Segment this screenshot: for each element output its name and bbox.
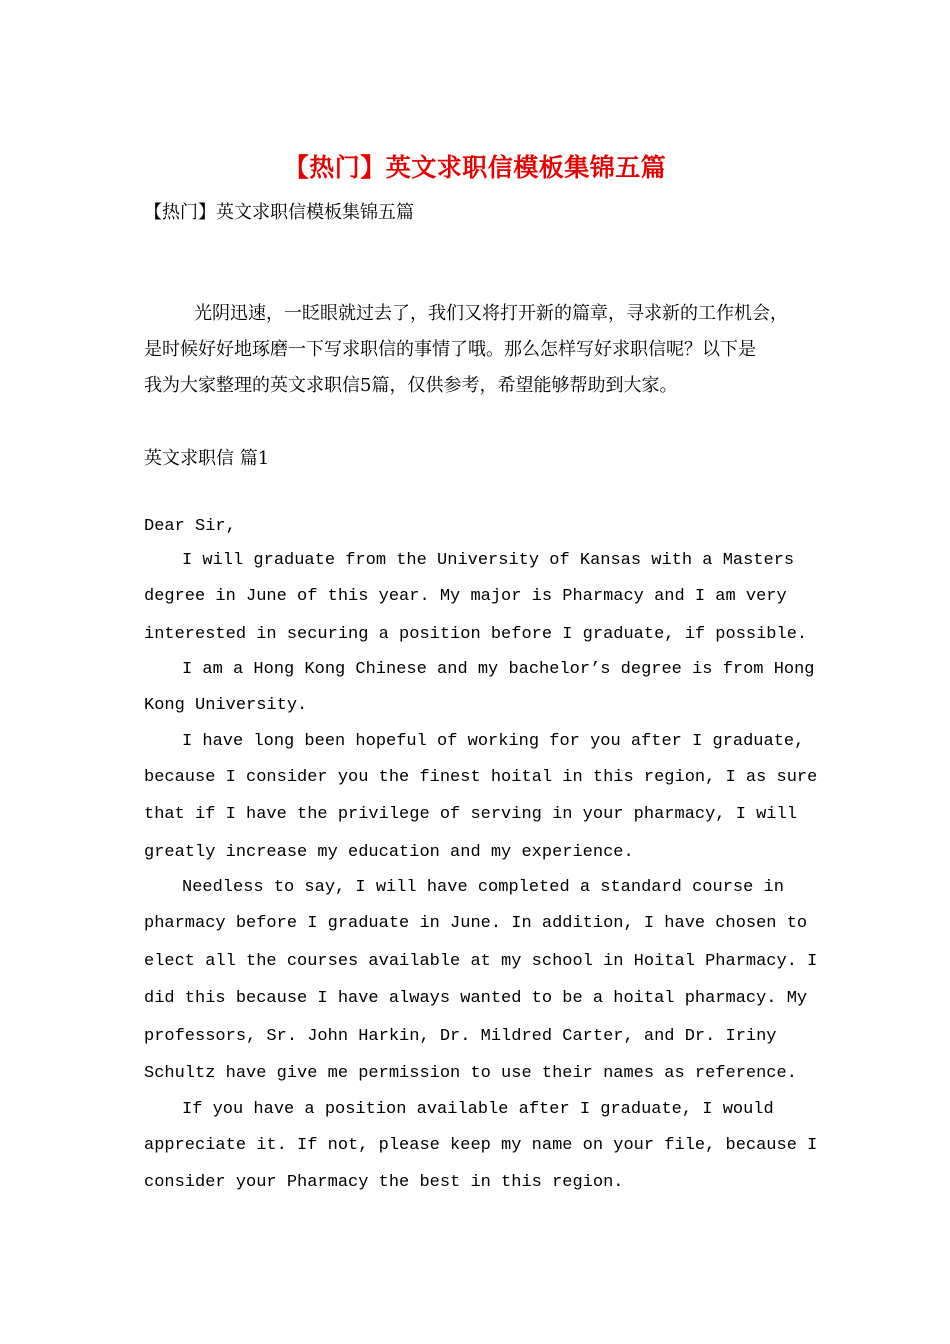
document-title: 【热门】英文求职信模板集锦五篇	[283, 153, 667, 182]
intro-paragraph	[144, 296, 834, 404]
letter-line: pharmacy before I graduate in June. In addition, I have chosen to	[144, 914, 808, 933]
letter-line: appreciate it. If not, please keep my name on your file, because I	[144, 1135, 818, 1155]
letter-line: did this because I have always wanted to be a hoital pharmacy. My	[144, 989, 808, 1008]
letter-line: If you have a position available after I graduate, I would	[182, 1099, 774, 1119]
letter-line: elect all the courses available at my school in Hoital Pharmacy. I	[144, 951, 818, 971]
letter-line: greatly increase my education and my experience.	[144, 842, 634, 862]
letter-line: I am a Hong Kong Chinese and my bachelor’s degree is from Hong	[182, 660, 815, 679]
letter-line: that if I have the privilege of serving in your pharmacy, I will	[144, 805, 797, 824]
intro-line: 我为大家整理的英文求职信5篇，仅供参考，希望能够帮助到大家。	[144, 375, 678, 396]
letter-line: Kong University.	[144, 696, 308, 715]
intro-line: 是时候好好地琢磨一下写求职信的事情了哦。那么怎样写好求职信呢？以下是	[144, 339, 756, 360]
letter-line: I will graduate from the University of Kansas with a Masters	[182, 551, 795, 570]
letter-line: I have long been hopeful of working for you after I graduate,	[182, 731, 805, 751]
letter-greeting: Dear Sir,	[144, 517, 236, 536]
letter-body	[144, 510, 844, 1202]
letter-line: degree in June of this year. My major is Pharmacy and I am very	[144, 587, 787, 606]
intro-line: 光阴迅速，一眨眼就过去了，我们又将打开新的篇章，寻求新的工作机会，	[194, 303, 788, 324]
letter-line: interested in securing a position before I graduate, if possible.	[144, 624, 808, 644]
letter-line: consider your Pharmacy the best in this region.	[144, 1173, 624, 1192]
letter-line: Schultz have give me permission to use their names as reference.	[144, 1064, 797, 1083]
document-subtitle: 【热门】英文求职信模板集锦五篇	[144, 202, 414, 223]
letter-line: because I consider you the finest hoital in this region, I as sure	[144, 767, 818, 787]
section-heading: 英文求职信 篇1	[144, 448, 270, 469]
letter-line: Needless to say, I will have completed a standard course in	[182, 878, 784, 897]
letter-line: professors, Sr. John Harkin, Dr. Mildred Carter, and Dr. Iriny	[144, 1026, 777, 1046]
